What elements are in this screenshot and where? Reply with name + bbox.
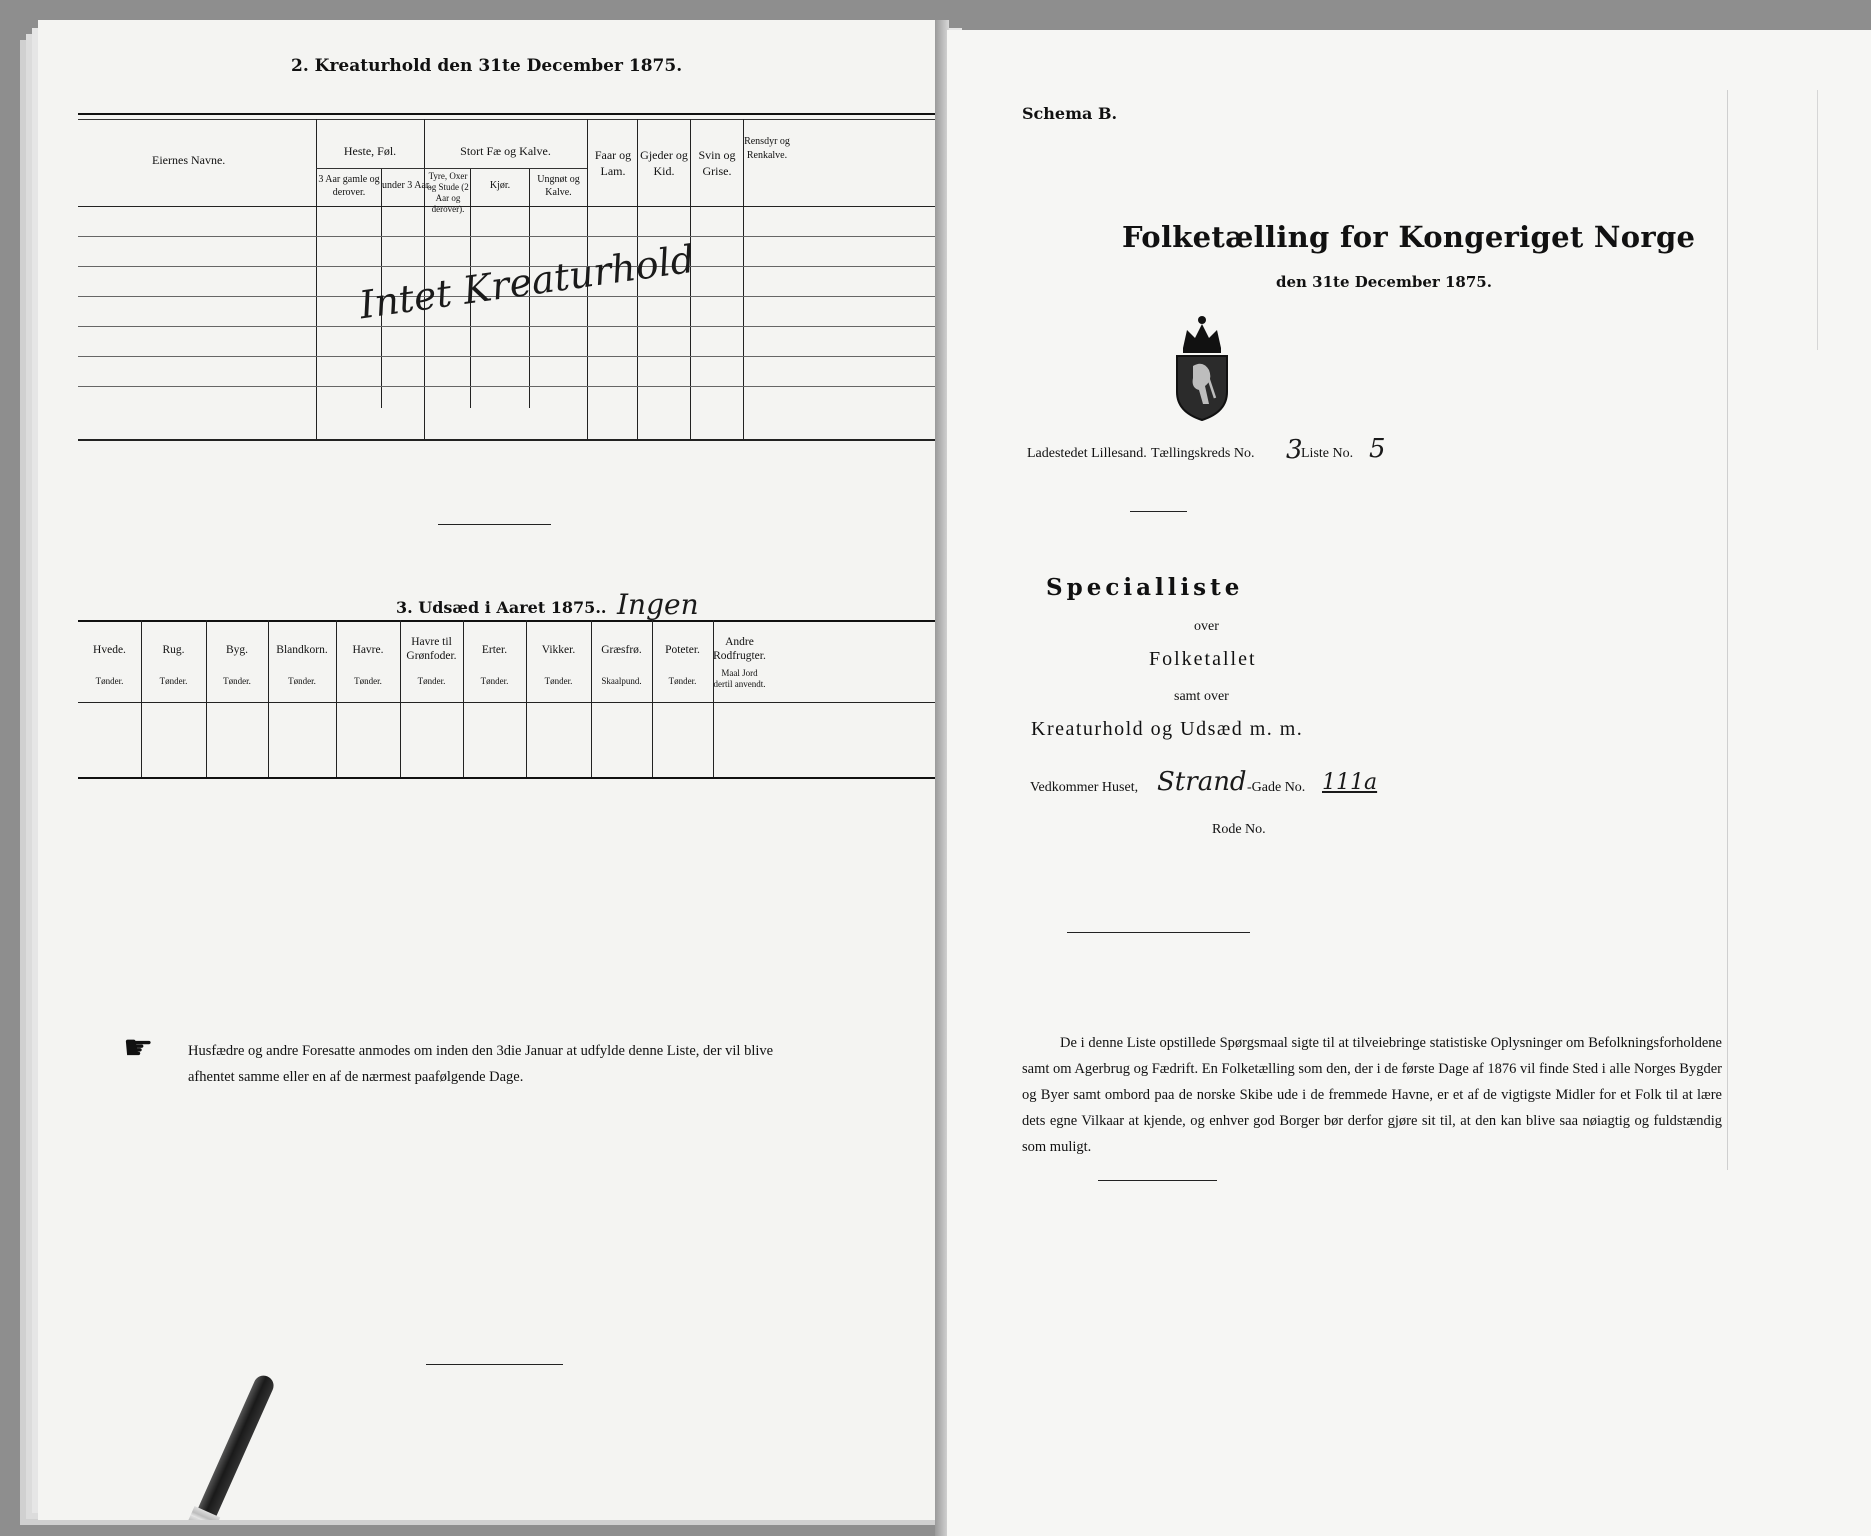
notice-line-1: Husfædre og andre Foresatte anmodes om inden den 3die Januar at udfylde denne Liste, der vil blive xyxy=(188,1043,774,1059)
explanatory-paragraph: De i denne Liste opstillede Spørgsmaal sigte til at tilveiebringe statistiske Oplysninger om Befolkningsforholdene samt om Agerbrug og Fædrift. En Folketælling som den, der i de første Dage af 1876 vil finde Sted i alle Norges Bygder og Byer samt ombord paa de norske Skibe ude i de fremmede Havne, er et af de vigtigste Midler for et Folk til at lære dets egne Vilkaar at kjende, og enhver god Borger bør derfor gjøre sit til, at den kan blive saa nøiagtig og fuldstændig som muligt. xyxy=(1022,1035,1722,1155)
main-title: Folketælling for Kongeriget Norge xyxy=(1122,220,1696,254)
table-top-rule-2 xyxy=(78,119,940,120)
bleed-through-text xyxy=(52,270,162,330)
udsaed-header-8: Græsfrø. xyxy=(601,644,642,656)
owner-names-header: Eiernes Navne. xyxy=(152,153,226,167)
udsaed-header-5: Havre til Grønfoder. xyxy=(406,636,457,662)
special-title: Specialliste xyxy=(1046,574,1244,601)
udsaed-unit-10: Maal Jord dertil anvendt. xyxy=(713,668,766,689)
pig-col: Svin og Grise. xyxy=(698,148,736,178)
udsaed-header-3: Blandkorn. xyxy=(276,644,328,656)
separator-rule xyxy=(438,524,551,525)
horse-group-header: Heste, Føl. xyxy=(343,144,397,158)
pointing-hand-icon: ☛ xyxy=(123,1030,154,1067)
list-label: Liste No. xyxy=(1301,446,1354,461)
street-label: -Gade No. xyxy=(1247,780,1306,795)
subheader-rule xyxy=(316,168,424,169)
horse-col-1: 3 Aar gamle og derover. xyxy=(318,174,380,198)
section2-title: 2. Kreaturhold den 31te December 1875. xyxy=(291,56,683,76)
col-divider xyxy=(743,119,744,439)
table-row xyxy=(78,236,940,237)
samt-over-text: samt over xyxy=(1174,689,1229,704)
over-text: over xyxy=(1194,619,1219,634)
bleed-through-table xyxy=(1727,90,1863,1170)
pen-icon xyxy=(164,1370,283,1520)
udsaed-unit-9: Tønder. xyxy=(668,676,697,686)
table-bottom-rule xyxy=(78,439,940,441)
date-line: den 31te December 1875. xyxy=(1276,273,1492,291)
table-row xyxy=(78,356,940,357)
folketallet-text: Folketallet xyxy=(1149,648,1257,670)
udsaed-header-bottom xyxy=(78,702,940,703)
house-label: Vedkommer Huset, xyxy=(1030,780,1139,795)
cattle-col-3: Ungnøt og Kalve. xyxy=(537,174,580,198)
list-value: 5 xyxy=(1369,434,1386,464)
udsaed-top-rule xyxy=(78,620,940,622)
udsaed-unit-8: Skaalpund. xyxy=(601,676,642,686)
handwritten-none: Ingen xyxy=(617,588,699,621)
handwritten-no-livestock: Intet Kreaturhold xyxy=(356,236,698,328)
udsaed-header-0: Hvede. xyxy=(93,644,126,656)
table-header-bottom xyxy=(78,206,940,207)
bottom-separator xyxy=(426,1364,563,1365)
udsaed-unit-4: Tønder. xyxy=(354,676,382,686)
udsaed-header-7: Vikker. xyxy=(541,644,576,656)
cattle-col-2: Kjør. xyxy=(489,180,511,191)
udsaed-unit-2: Tønder. xyxy=(223,676,251,686)
left-page xyxy=(38,20,943,1520)
udsaed-header-4: Havre. xyxy=(352,644,384,656)
udsaed-bottom-rule xyxy=(78,777,940,779)
rode-label: Rode No. xyxy=(1212,822,1266,837)
schema-label: Schema B. xyxy=(1022,104,1118,123)
kreaturhold-text: Kreaturhold og Udsæd m. m. xyxy=(1031,718,1304,740)
location-label: Ladestedet Lillesand. xyxy=(1027,446,1147,461)
right-page xyxy=(947,30,1871,1536)
house-number: 111a xyxy=(1322,770,1378,795)
bottom-rule xyxy=(1098,1180,1217,1181)
udsaed-unit-0: Tønder. xyxy=(95,676,124,686)
col-divider xyxy=(316,119,317,439)
cattle-group-header: Stort Fæ og Kalve. xyxy=(460,144,551,158)
table-row xyxy=(78,386,940,387)
sheep-col: Faar og Lam. xyxy=(594,148,632,178)
table-row xyxy=(78,326,940,327)
long-rule xyxy=(1067,932,1250,933)
udsaed-header-1: Rug. xyxy=(162,644,185,656)
udsaed-unit-1: Tønder. xyxy=(159,676,188,686)
udsaed-unit-5: Tønder. xyxy=(417,676,446,686)
cattle-col-1: Tyre, Oxer og Stude (2 Aar og derover). xyxy=(427,171,469,214)
district-label: Tællingskreds No. xyxy=(1151,446,1255,461)
street-value: Strand xyxy=(1157,767,1247,797)
udsaed-header-6: Erter. xyxy=(481,644,508,656)
notice-line-2: afhentet samme eller en af de nærmest paafølgende Dage. xyxy=(188,1069,524,1085)
coat-of-arms-icon xyxy=(1169,308,1235,422)
table-top-rule xyxy=(78,113,940,115)
udsaed-unit-6: Tønder. xyxy=(480,676,509,686)
district-value: 3 xyxy=(1286,435,1303,465)
udsaed-unit-3: Tønder. xyxy=(288,676,316,686)
short-rule xyxy=(1130,511,1187,512)
udsaed-header-9: Poteter. xyxy=(665,644,700,656)
horse-col-2: under 3 Aar. xyxy=(382,180,432,191)
section3-title: 3. Udsæd i Aaret 1875.. xyxy=(396,598,607,617)
subheader-rule xyxy=(424,168,587,169)
goat-col: Gjeder og Kid. xyxy=(640,148,688,178)
udsaed-header-2: Byg. xyxy=(225,644,249,656)
udsaed-header-10: Andre Rodfrugter. xyxy=(713,636,766,662)
udsaed-unit-7: Tønder. xyxy=(544,676,573,686)
reindeer-col: Rensdyr og Renkalve. xyxy=(744,136,790,161)
bleed-through-table xyxy=(1817,90,1818,350)
